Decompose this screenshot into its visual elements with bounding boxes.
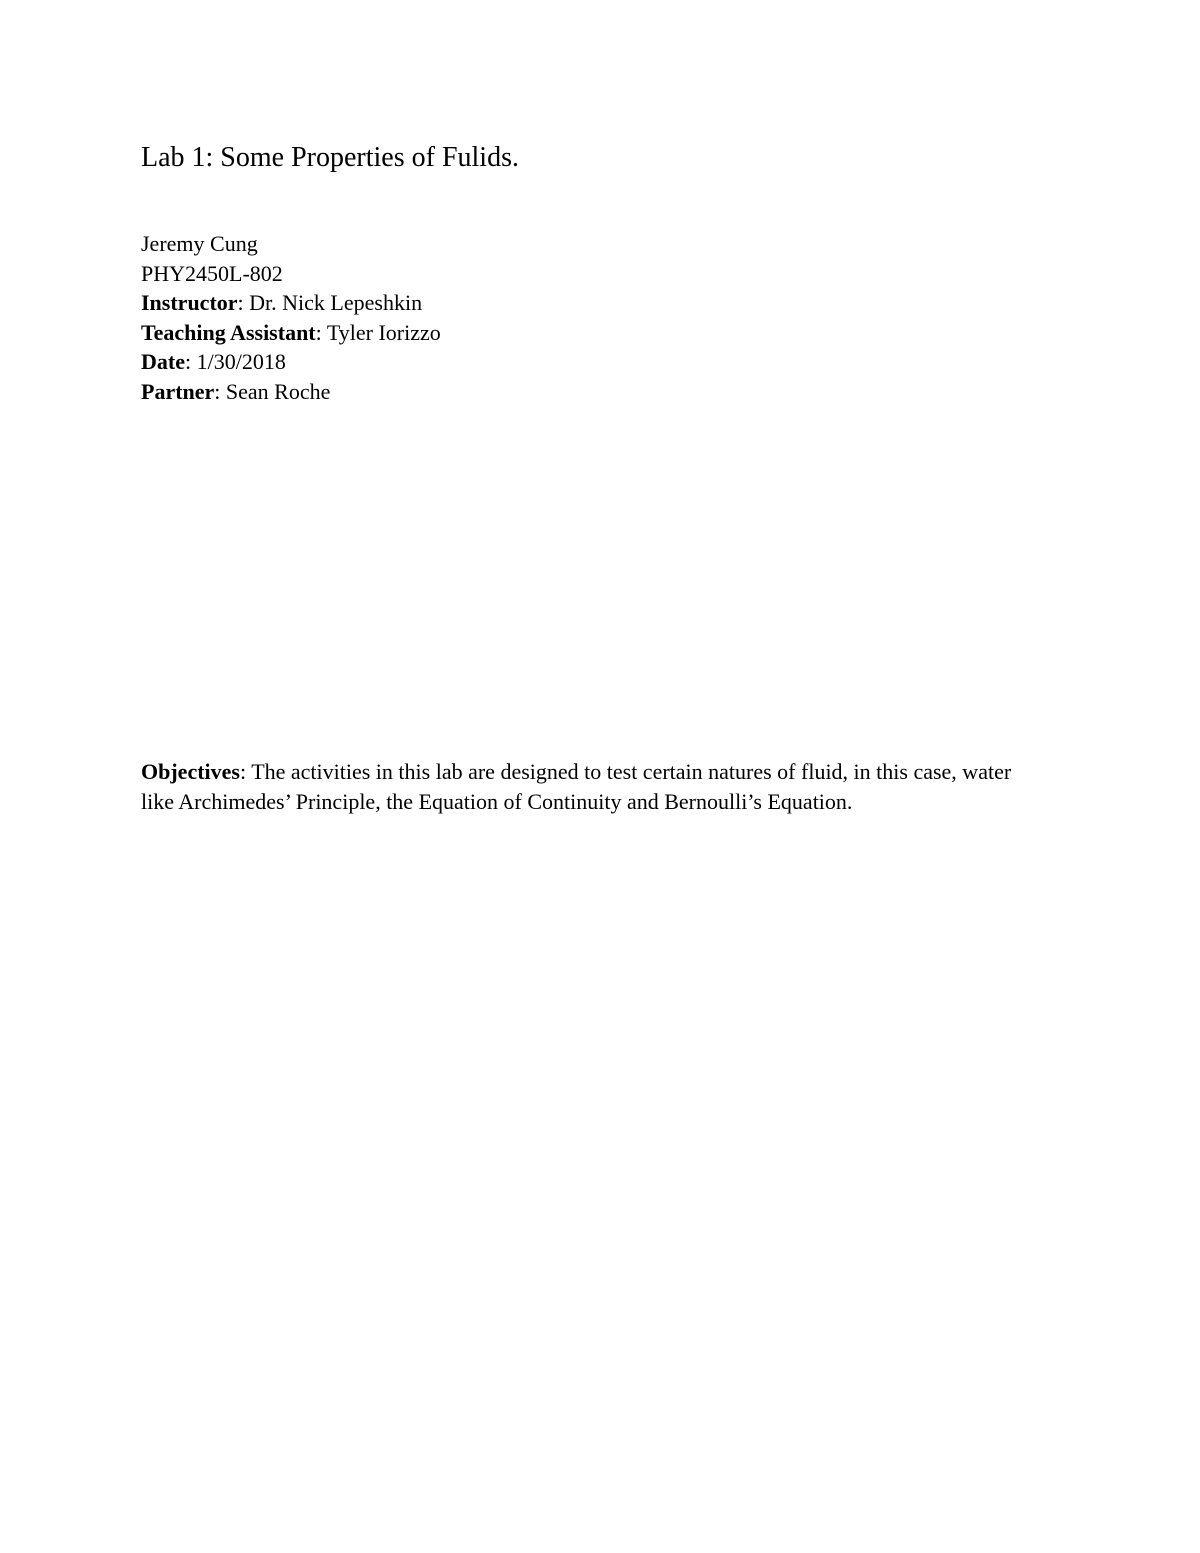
date-line <box>141 347 441 377</box>
objectives-separator: : <box>239 759 252 784</box>
teaching-assistant-separator: : <box>315 319 327 345</box>
partner-label: Partner <box>141 378 215 404</box>
header-info-block <box>141 229 441 406</box>
teaching-assistant-line <box>141 318 441 348</box>
partner-separator: : <box>214 378 226 404</box>
instructor-value: Dr. Nick Lepeshkin <box>249 290 423 315</box>
date-separator: : <box>184 349 197 374</box>
date-label: Date <box>141 349 185 374</box>
objectives-text: The activities in this lab are designed to test certain natures of fluid, in this case, water like Archimedes’ Principle, the Equation of Continuity and Bernoulli’s Equation. <box>141 759 1012 814</box>
instructor-line <box>141 288 441 318</box>
objectives-paragraph <box>141 757 1041 816</box>
course-code: PHY2450L-802 <box>141 260 283 286</box>
teaching-assistant-value: Tyler Iorizzo <box>326 319 441 345</box>
partner-value: Sean Roche <box>225 378 331 404</box>
author-name: Jeremy Cung <box>141 231 258 256</box>
partner-line <box>141 377 441 407</box>
document-title: Lab 1: Some Properties of Fulids. <box>141 142 519 173</box>
teaching-assistant-label: Teaching Assistant <box>141 319 316 345</box>
instructor-label: Instructor <box>141 290 238 315</box>
date-value: 1/30/2018 <box>196 349 286 374</box>
instructor-separator: : <box>237 290 250 315</box>
objectives-label: Objectives <box>141 759 240 784</box>
